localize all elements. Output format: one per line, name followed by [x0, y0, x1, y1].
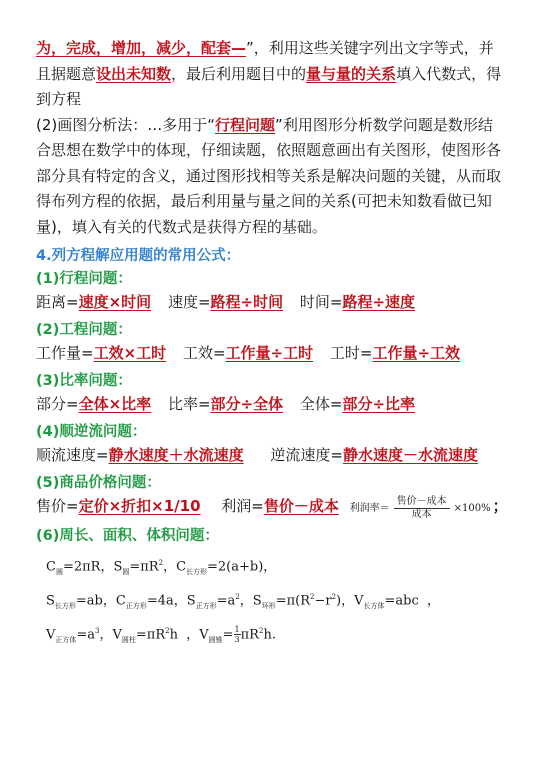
formula-value: 速度×时间	[78, 293, 152, 311]
subheading-geometry: (6)周长、面积、体积问题：	[36, 528, 219, 544]
keyword-highlight: 量与量的关系	[306, 64, 397, 83]
keyword-highlight: 设出未知数	[96, 64, 172, 83]
semicolon: ；	[492, 497, 508, 515]
formula-value: 工作量÷工时	[225, 344, 314, 362]
formula-label: 部分=	[36, 395, 79, 413]
subheading-price: (5)商品价格问题：	[36, 475, 161, 491]
formula-label: 速度=	[167, 293, 211, 311]
keyword-highlight: 行程问题	[215, 115, 276, 134]
formula-label: 时间=	[299, 293, 343, 311]
formula-value: 静水速度－水流速度	[342, 446, 478, 464]
formula-row-work	[36, 340, 506, 367]
formula-value: 售价－成本	[263, 497, 339, 515]
formula-value: 全体×比率	[78, 395, 152, 413]
paragraph-keywords	[36, 36, 506, 113]
formula-label: 比率=	[167, 395, 211, 413]
profit-rate-label: 利润率＝	[349, 503, 390, 514]
formula-label: 全体=	[299, 395, 343, 413]
formula-label: 工时=	[329, 344, 373, 362]
formula-label: 利润=	[221, 497, 264, 515]
fraction-denominator: 成本	[411, 509, 432, 520]
paragraph-text: 填入代数式，得到方程	[36, 64, 502, 108]
formula-value: 工效×工时	[93, 344, 167, 362]
paragraph-text: (2)画图分析法：…多用于“	[36, 115, 216, 134]
formula-value: 部分÷比率	[342, 395, 416, 413]
geometry-formula-image	[36, 551, 506, 653]
formula-value: 部分÷全体	[210, 395, 284, 413]
formula-line-1: $C_圆=2\pi R$，$S_圆=\pi R^2$，$C_{长方形}=2(a+b)$，	[46, 559, 277, 576]
percent-factor: ×100%	[453, 503, 491, 514]
keyword-highlight: 为，完成，增加，减少，配套—	[36, 39, 247, 57]
formula-row-stream	[36, 442, 506, 469]
paragraph-text: ，最后利用题目中的	[171, 64, 307, 83]
formula-row-ratio	[36, 391, 506, 418]
section-heading: 4.列方程解应用题的常用公式：	[36, 248, 241, 264]
formula-line-3: $V_{正方体}=a^3$，$V_{圆柱}=\pi R^2h$ ，$V_{圆锥}=$ $\frac{1}{3}$ $\pi R^2h$.	[46, 625, 276, 645]
formula-row-price	[36, 493, 506, 522]
paragraph-diagram-method	[36, 113, 506, 241]
subheading-stream: (4)顺逆流问题：	[36, 424, 147, 440]
formula-value: 路程÷速度	[342, 293, 416, 311]
subheading-ratio: (3)比率问题：	[36, 373, 132, 389]
formula-label: 工作量=	[36, 344, 94, 362]
formula-label: 逆流速度=	[270, 446, 343, 464]
formula-value: 定价×折扣×1/10	[78, 497, 201, 515]
profit-rate-formula	[350, 495, 491, 522]
formula-value: 路程÷时间	[210, 293, 284, 311]
formula-line-2: $S_{长方形}=ab$，$C_{正方形}=4a$，$S_{正方形}=a^2$，$S_{环形}=\pi(R^2-r^2)$，$V_{长方体}=abc$ ，	[46, 592, 441, 610]
formula-label: 距离=	[36, 293, 79, 311]
fraction-numerator: 售价－成本	[394, 496, 450, 509]
formula-label: 售价=	[36, 497, 79, 515]
document-page	[36, 36, 506, 653]
profit-rate-fraction	[394, 496, 450, 521]
formula-row-travel	[36, 289, 506, 316]
subheading-travel: (1)行程问题：	[36, 271, 132, 287]
paragraph-text: ”利用图形分析数学问题是数形结合思想在数学中的体现，仔细读题，依照题意画出有关图形，使图形各部分具有特定的含义，通过图形找相等关系是解决问题的关键，从而取得布列方程的依据，最后利用量与量之间的关系(可把未知数看做已知量)，填入有关的代数式是获得方程的基础。	[36, 115, 502, 236]
formula-label: 顺流速度=	[36, 446, 109, 464]
formula-value: 工作量÷工效	[372, 344, 461, 362]
formula-label: 工效=	[182, 344, 226, 362]
paragraph-text: ”，利用这些关键字列出文字等式，并且据题意	[36, 39, 494, 83]
subheading-work: (2)工程问题：	[36, 322, 132, 338]
formula-value: 静水速度＋水流速度	[108, 446, 244, 464]
